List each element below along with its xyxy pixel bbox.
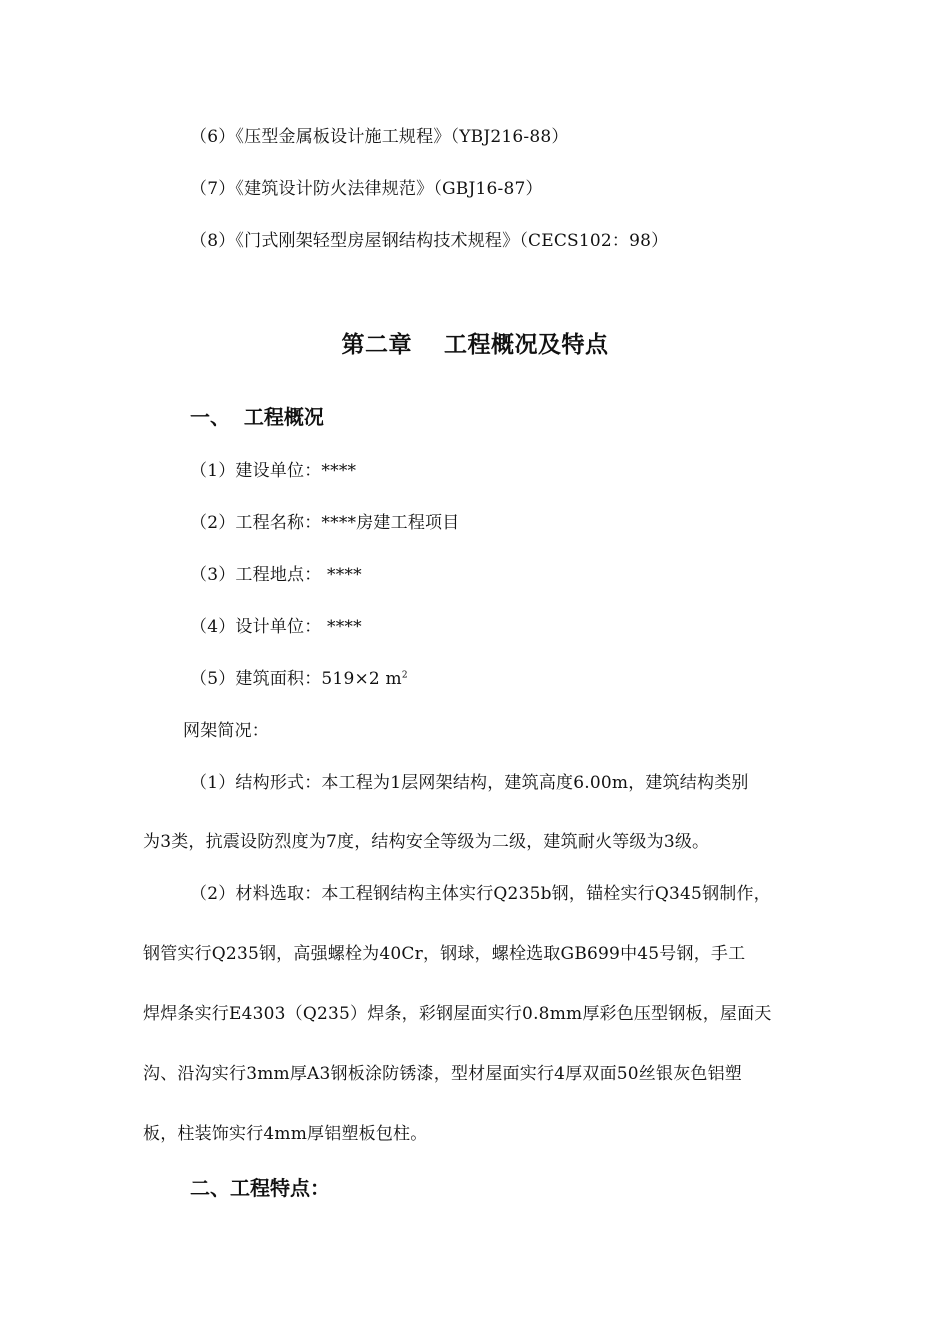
area-superscript: 2	[401, 670, 408, 681]
overview-item-client: （1）建设单位：****	[190, 461, 357, 481]
material-paragraph-line-3: 焊焊条实行E4303（Q235）焊条，彩钢屋面实行0.8mm厚彩色压型钢板，屋面天	[143, 1004, 772, 1024]
material-paragraph-line-5: 板，柱装饰实行4mm厚铝塑板包柱。	[143, 1124, 428, 1144]
overview-item-location: （3）工程地点： ****	[190, 565, 362, 585]
area-label: （5）建筑面积：519×2 m	[190, 669, 402, 689]
material-paragraph-line-4: 沟、沿沟实行3mm厚A3钢板涂防锈漆，型材屋面实行4厚双面50丝银灰色铝塑	[143, 1064, 742, 1084]
structure-paragraph-line-1: （1）结构形式：本工程为1层网架结构，建筑高度6.00m，建筑结构类别	[190, 773, 749, 793]
section-heading-overview: 一、 工程概况	[190, 405, 324, 429]
material-paragraph-line-2: 钢管实行Q235钢，高强螺栓为40Cr，钢球，螺栓选取GB699中45号钢，手工	[143, 944, 746, 964]
overview-item-project-name: （2）工程名称：****房建工程项目	[190, 513, 460, 533]
chapter-title: 第二章 工程概况及特点	[341, 331, 609, 358]
structure-paragraph-line-2: 为3类，抗震设防烈度为7度，结构安全等级为二级，建筑耐火等级为3级。	[143, 832, 710, 852]
standard-item-6: （6）《压型金属板设计施工规程》（YBJ216-88）	[190, 127, 569, 147]
material-paragraph-line-1: （2）材料选取：本工程钢结构主体实行Q235b钢，锚栓实行Q345钢制作，	[190, 884, 771, 904]
section-heading-features: 二、工程特点：	[190, 1176, 330, 1200]
standard-item-8: （8）《门式刚架轻型房屋钢结构技术规程》（CECS102：98）	[190, 231, 669, 251]
overview-item-area	[190, 668, 408, 690]
grid-overview-heading: 网架简况：	[183, 721, 269, 741]
standard-item-7: （7）《建筑设计防火法律规范》（GBJ16-87）	[190, 179, 543, 199]
overview-item-designer: （4）设计单位： ****	[190, 617, 362, 637]
